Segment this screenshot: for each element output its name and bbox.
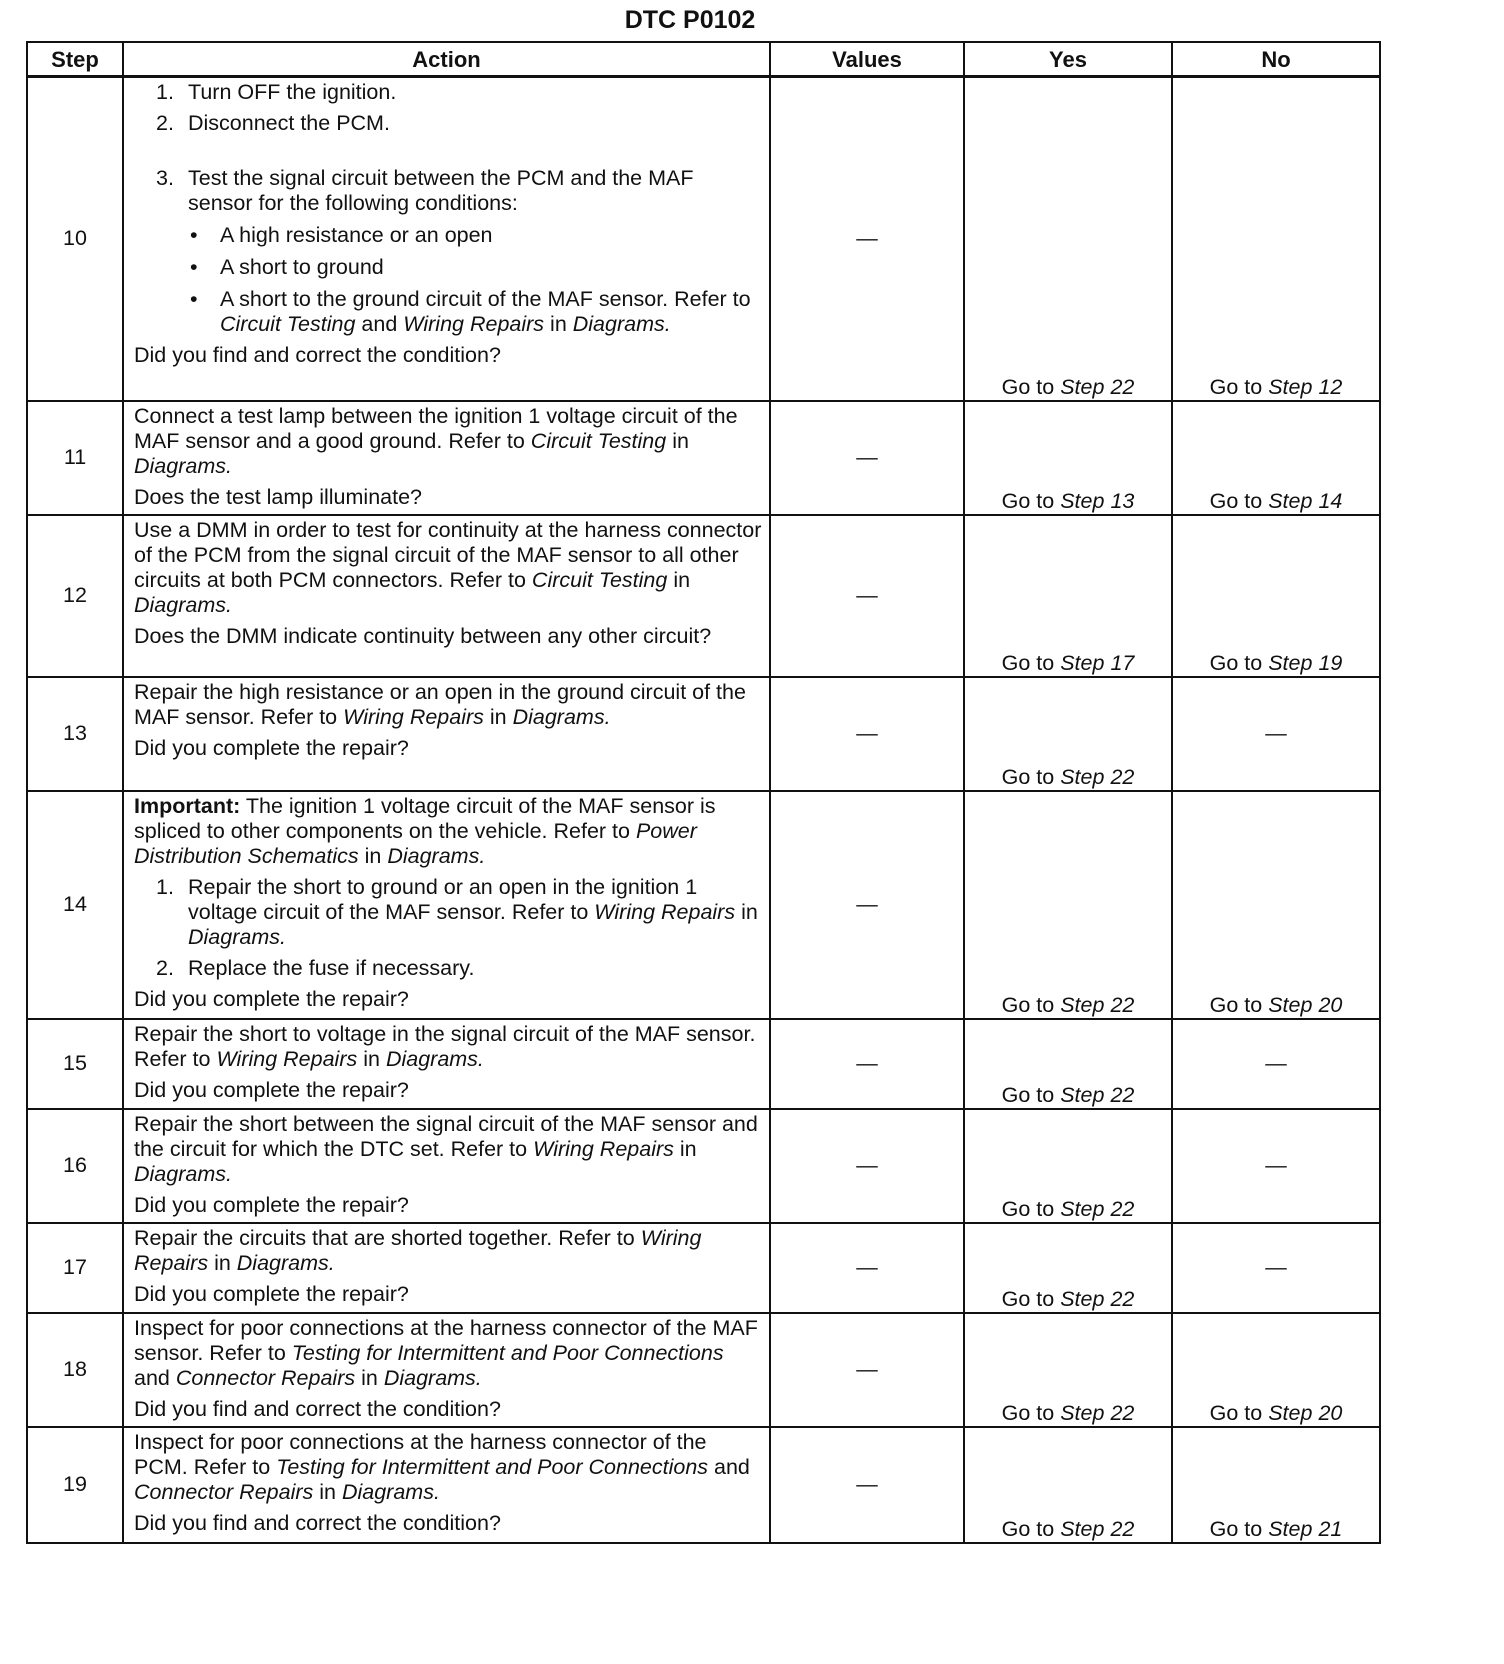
no-cell: Go to Step 19 [1172, 515, 1380, 677]
yes-cell: Go to Step 22 [964, 1313, 1172, 1427]
header-yes: Yes [964, 42, 1172, 77]
table-row [27, 1313, 1380, 1427]
step-number: 15 [27, 1019, 123, 1109]
table-row [27, 1019, 1380, 1109]
table-row [27, 791, 1380, 1019]
table-row [27, 77, 1380, 401]
action-cell [123, 791, 770, 1019]
values-cell: — [770, 791, 964, 1019]
instruction-text: Repair the short to voltage in the signal circuit of the MAF sensor. Refer to Wiring Repairs in Diagrams. [134, 1021, 756, 1071]
table-row [27, 1427, 1380, 1543]
list-item: 3. Test the signal circuit between the PCM and the MAF sensor for the following conditions: [156, 166, 694, 215]
question: Did you complete the repair? [134, 1077, 409, 1102]
table-row [27, 401, 1380, 515]
instruction-text: Use a DMM in order to test for continuity at the harness connector of the PCM from the signal circuit of the MAF sensor to all other circuits at both PCM connectors. Refer to Circuit Testing in Diagrams. [134, 517, 762, 617]
action-cell [123, 401, 770, 515]
instruction-text: Inspect for poor connections at the harness connector of the PCM. Refer to Testing for Intermittent and Poor Connections and Connector Repairs in Diagrams. [134, 1429, 750, 1504]
question: Did you find and correct the condition? [134, 1396, 501, 1421]
values-cell: — [770, 1019, 964, 1109]
action-cell [123, 1427, 770, 1543]
page-title: DTC P0102 [624, 6, 756, 34]
step-number: 13 [27, 677, 123, 791]
no-cell: — [1172, 1109, 1380, 1223]
yes-cell: Go to Step 22 [964, 791, 1172, 1019]
action-cell [123, 1223, 770, 1313]
action-cell [123, 515, 770, 677]
yes-cell: Go to Step 22 [964, 1019, 1172, 1109]
action-cell [123, 1019, 770, 1109]
question: Did you complete the repair? [134, 986, 409, 1011]
no-cell: Go to Step 20 [1172, 1313, 1380, 1427]
yes-cell: Go to Step 22 [964, 1223, 1172, 1313]
yes-cell: Go to Step 22 [964, 1427, 1172, 1543]
values-cell: — [770, 77, 964, 401]
values-cell: — [770, 401, 964, 515]
instruction-text: Repair the high resistance or an open in the ground circuit of the MAF sensor. Refer to Wiring Repairs in Diagrams. [134, 679, 746, 729]
yes-cell: Go to Step 17 [964, 515, 1172, 677]
table-row [27, 1223, 1380, 1313]
values-cell: — [770, 1223, 964, 1313]
instruction-text: Repair the short between the signal circuit of the MAF sensor and the circuit for which the DTC set. Refer to Wiring Repairs in Diagrams. [134, 1111, 758, 1186]
header-row [27, 42, 1380, 77]
yes-cell: Go to Step 22 [964, 77, 1172, 401]
step-number: 10 [27, 77, 123, 401]
header-values: Values [770, 42, 964, 77]
table-row [27, 515, 1380, 677]
values-cell: — [770, 515, 964, 677]
table-row [27, 677, 1380, 791]
values-cell: — [770, 677, 964, 791]
no-cell: — [1172, 1223, 1380, 1313]
step-number: 17 [27, 1223, 123, 1313]
yes-cell: Go to Step 22 [964, 677, 1172, 791]
table-row [27, 1109, 1380, 1223]
list-item: 1. Turn OFF the ignition. [156, 80, 397, 104]
list-item: • A high resistance or an open [190, 223, 493, 247]
question: Did you find and correct the condition? [134, 1510, 501, 1535]
no-cell: — [1172, 677, 1380, 791]
instruction-text: Inspect for poor connections at the harness connector of the MAF sensor. Refer to Testing for Intermittent and Poor Connections and Connector Repairs in Diagrams. [134, 1315, 758, 1390]
yes-cell: Go to Step 13 [964, 401, 1172, 515]
no-cell: Go to Step 20 [1172, 791, 1380, 1019]
step-number: 16 [27, 1109, 123, 1223]
question: Did you complete the repair? [134, 735, 409, 760]
no-cell: — [1172, 1019, 1380, 1109]
list-item: 2. Replace the fuse if necessary. [156, 955, 475, 980]
question: Did you find and correct the condition? [134, 343, 501, 367]
dtc-table [26, 41, 1381, 1544]
action-cell [123, 1109, 770, 1223]
list-item: • A short to ground [190, 255, 384, 279]
list-item: • A short to the ground circuit of the MAF sensor. Refer to Circuit Testing and Wiring Repairs in Diagrams. [190, 287, 751, 336]
no-cell: Go to Step 21 [1172, 1427, 1380, 1543]
step-number: 14 [27, 791, 123, 1019]
step-number: 11 [27, 401, 123, 515]
instruction-text: Connect a test lamp between the ignition 1 voltage circuit of the MAF sensor and a good ground. Refer to Circuit Testing in Diagrams. [134, 403, 738, 478]
list-item: 1. Repair the short to ground or an open in the ignition 1 voltage circuit of the MAF sensor. Refer to Wiring Repairs in Diagrams. [156, 874, 758, 949]
question: Does the test lamp illuminate? [134, 484, 423, 509]
values-cell: — [770, 1109, 964, 1223]
question: Did you complete the repair? [134, 1192, 409, 1217]
header-step: Step [27, 42, 123, 77]
values-cell: — [770, 1427, 964, 1543]
step-number: 18 [27, 1313, 123, 1427]
header-no: No [1172, 42, 1380, 77]
list-item: 2. Disconnect the PCM. [156, 111, 390, 135]
action-cell [123, 77, 770, 401]
values-cell: — [770, 1313, 964, 1427]
step-number: 12 [27, 515, 123, 677]
no-cell: Go to Step 12 [1172, 77, 1380, 401]
action-cell [123, 677, 770, 791]
no-cell: Go to Step 14 [1172, 401, 1380, 515]
action-cell [123, 1313, 770, 1427]
instruction-text: Repair the circuits that are shorted together. Refer to Wiring Repairs in Diagrams. [134, 1225, 702, 1275]
step-number: 19 [27, 1427, 123, 1543]
question: Does the DMM indicate continuity between any other circuit? [134, 623, 712, 648]
important-note: Important: The ignition 1 voltage circuit of the MAF sensor is spliced to other components on the vehicle. Refer to Power Distribution Schematics in Diagrams. [134, 793, 716, 868]
yes-cell: Go to Step 22 [964, 1109, 1172, 1223]
question: Did you complete the repair? [134, 1281, 409, 1306]
header-action: Action [123, 42, 770, 77]
